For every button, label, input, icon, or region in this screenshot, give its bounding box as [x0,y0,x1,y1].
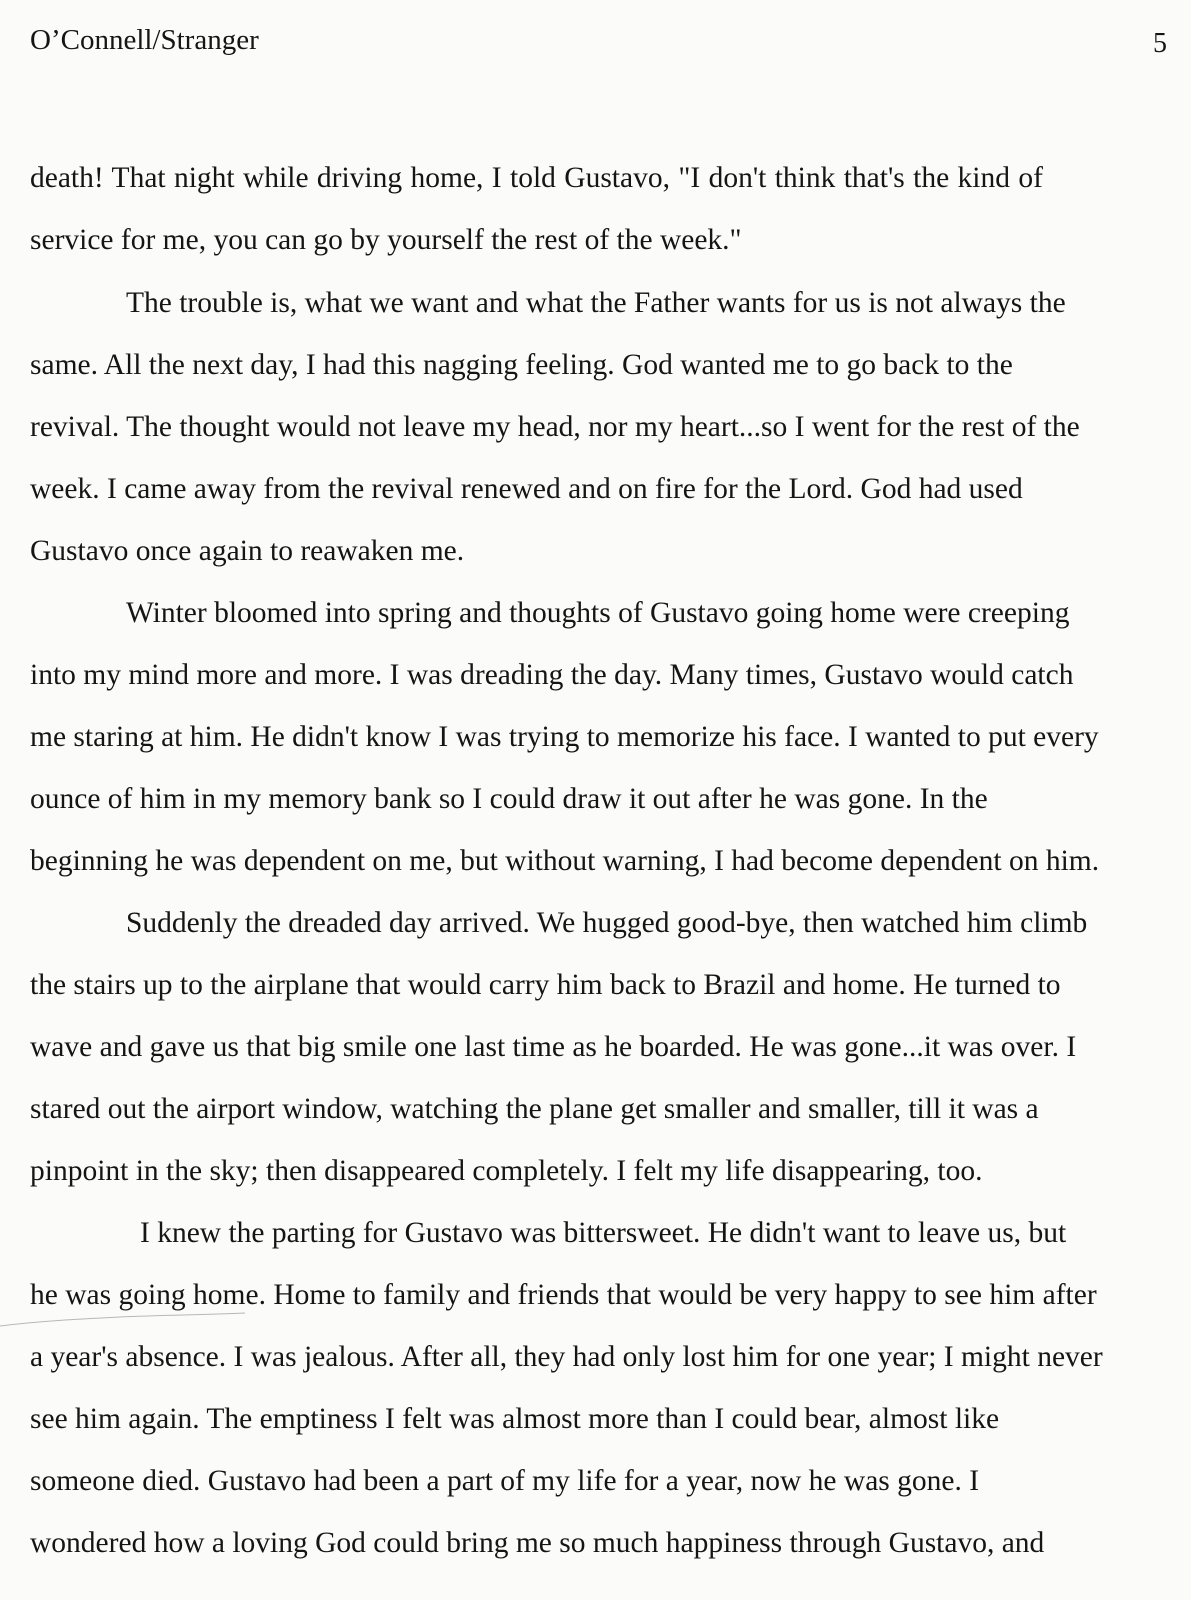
text-line: ounce of him in my memory bank so I could draw it out after he was gone. In the [30,783,988,815]
page-number: 5 [1153,28,1167,59]
text-line: a year's absence. I was jealous. After all, they had only lost him for one year; I might never [30,1341,1103,1373]
text-line: Gustavo once again to reawaken me. [30,535,465,567]
text-line: service for me, you can go by yourself the rest of the week." [30,224,742,256]
text-line: someone died. Gustavo had been a part of my life for a year, now he was gone. I [30,1465,980,1497]
text-line: Suddenly the dreaded day arrived. We hugged good-bye, then watched him climb [126,907,1088,939]
text-line: Winter bloomed into spring and thoughts of Gustavo going home were creeping [126,597,1070,629]
text-line: revival. The thought would not leave my head, nor my heart...so I went for the rest of the [30,411,1080,443]
text-line: into my mind more and more. I was dreading the day. Many times, Gustavo would catch [30,659,1074,691]
text-line: see him again. The emptiness I felt was almost more than I could bear, almost like [30,1403,1000,1435]
text-line: pinpoint in the sky; then disappeared completely. I felt my life disappearing, too. [30,1155,983,1187]
text-line: he was going home. Home to family and friends that would be very happy to see him after [30,1279,1097,1311]
running-head: O’Connell/Stranger [30,24,259,56]
text-line: wave and gave us that big smile one last time as he boarded. He was gone...it was over. I [30,1031,1077,1063]
scan-smudge-mark [0,1311,250,1341]
text-line: beginning he was dependent on me, but without warning, I had become dependent on him. [30,845,1100,877]
text-line: the stairs up to the airplane that would carry him back to Brazil and home. He turned to [30,969,1061,1001]
text-line: wondered how a loving God could bring me so much happiness through Gustavo, and [30,1527,1045,1559]
text-line: stared out the airport window, watching the plane get smaller and smaller, till it was a [30,1093,1039,1125]
text-line: me staring at him. He didn't know I was trying to memorize his face. I wanted to put every [30,721,1099,753]
text-line: The trouble is, what we want and what the Father wants for us is not always the [126,287,1066,319]
text-line: I knew the parting for Gustavo was bittersweet. He didn't want to leave us, but [140,1217,1067,1249]
text-line: week. I came away from the revival renewed and on fire for the Lord. God had used [30,473,1023,505]
text-line: same. All the next day, I had this nagging feeling. God wanted me to go back to the [30,349,1013,381]
text-line: death! That night while driving home, I told Gustavo, "I don't think that's the kind of [30,162,1043,194]
